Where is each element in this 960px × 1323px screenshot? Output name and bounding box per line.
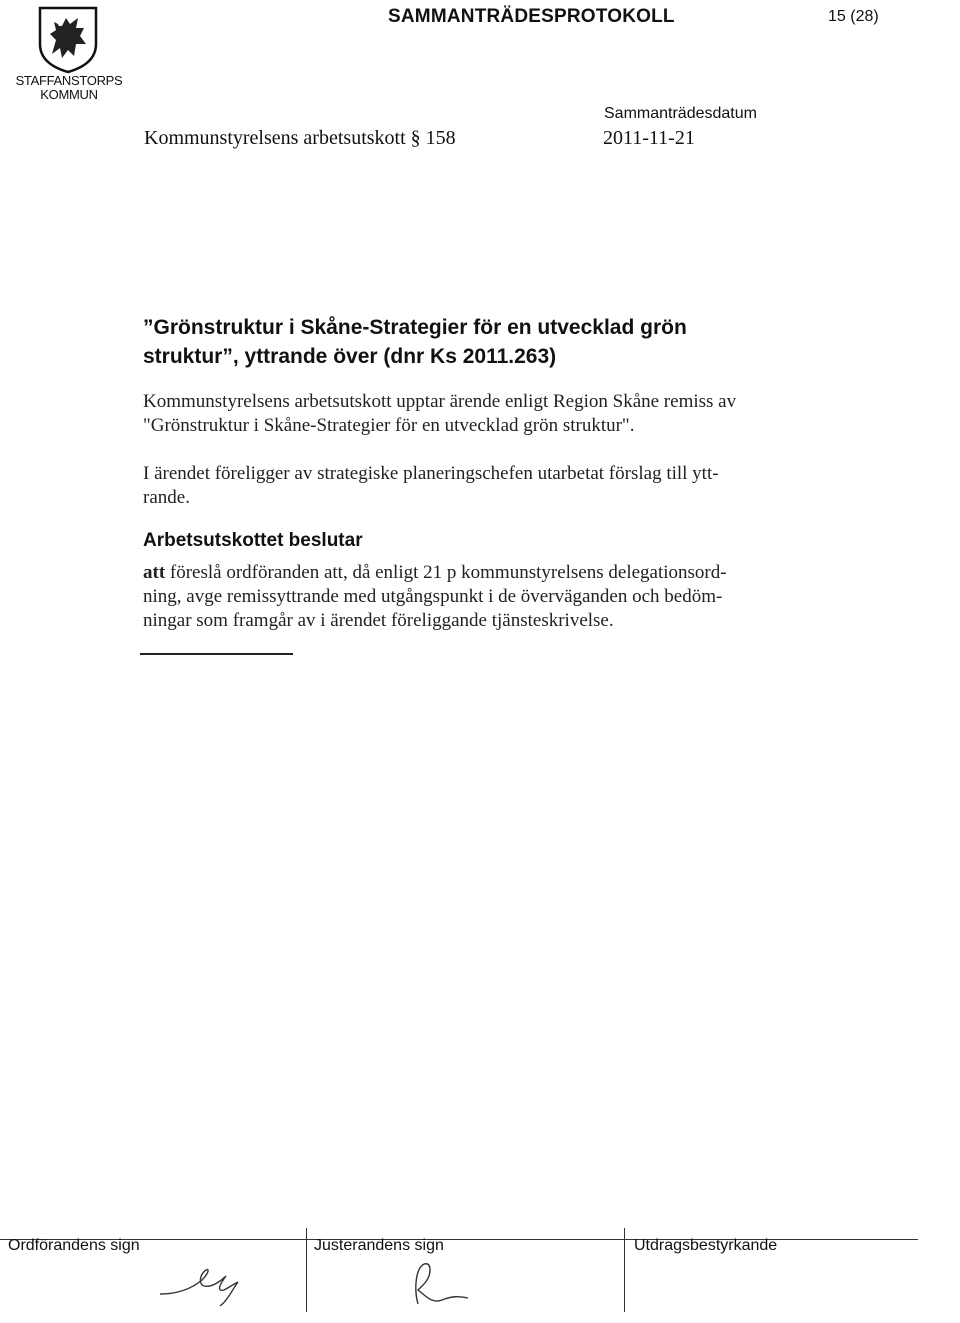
meeting-date-value: 2011-11-21 [603, 127, 695, 149]
p2-line1: I ärendet föreligger av strategiske planeringschefen utarbetat förslag till ytt- [143, 463, 719, 484]
p2-line2: rande. [143, 487, 190, 508]
item-heading [143, 313, 783, 371]
paragraph-proposal [143, 462, 813, 510]
chair-signature [156, 1250, 246, 1315]
footer-divider [306, 1228, 307, 1312]
heading-line1: ”Grönstruktur i Skåne-Strategier för en utvecklad grön [143, 316, 687, 339]
p3-line3: ningar som framgår av i ärendet föreliggande tjänsteskrivelse. [143, 610, 614, 631]
decision-heading: Arbetsutskottet beslutar [143, 530, 363, 551]
meeting-date-label: Sammanträdesdatum [604, 105, 757, 122]
page-number: 15 (28) [828, 8, 879, 25]
committee-section: Kommunstyrelsens arbetsutskott § 158 [144, 127, 456, 149]
p3-line1-text: föreslå ordföranden att, då enligt 21 p kommunstyrelsens delegationsord- [165, 562, 727, 583]
logo-text-line1: STAFFANSTORPS [15, 73, 123, 88]
document-title: SAMMANTRÄDESPROTOKOLL [388, 6, 675, 27]
adjuster-signature [402, 1250, 482, 1315]
section-end-rule [140, 653, 293, 655]
paragraph-decision [143, 561, 833, 633]
footer-divider [624, 1228, 625, 1312]
p1-line1: Kommunstyrelsens arbetsutskott upptar ärende enligt Region Skåne remiss av [143, 391, 737, 412]
chair-sign-label: Ordförandens sign [8, 1237, 140, 1254]
extract-cert-label: Utdragsbestyrkande [634, 1237, 778, 1254]
p1-line2: "Grönstruktur i Skåne-Strategier för en utvecklad grön struktur". [143, 415, 635, 436]
logo-text-line2: KOMMUN [40, 87, 98, 102]
municipality-name [14, 74, 124, 102]
municipal-coat-of-arms [36, 4, 100, 74]
paragraph-intro [143, 390, 833, 438]
decision-lead-word: att [143, 562, 166, 583]
heading-line2: struktur”, yttrande över (dnr Ks 2011.263) [143, 345, 557, 368]
adjuster-sign-label: Justerandens sign [314, 1237, 444, 1254]
p3-line1 [143, 561, 833, 585]
p3-line2: ning, avge remissyttrande med utgångspunkt i de överväganden och bedöm- [143, 586, 723, 607]
